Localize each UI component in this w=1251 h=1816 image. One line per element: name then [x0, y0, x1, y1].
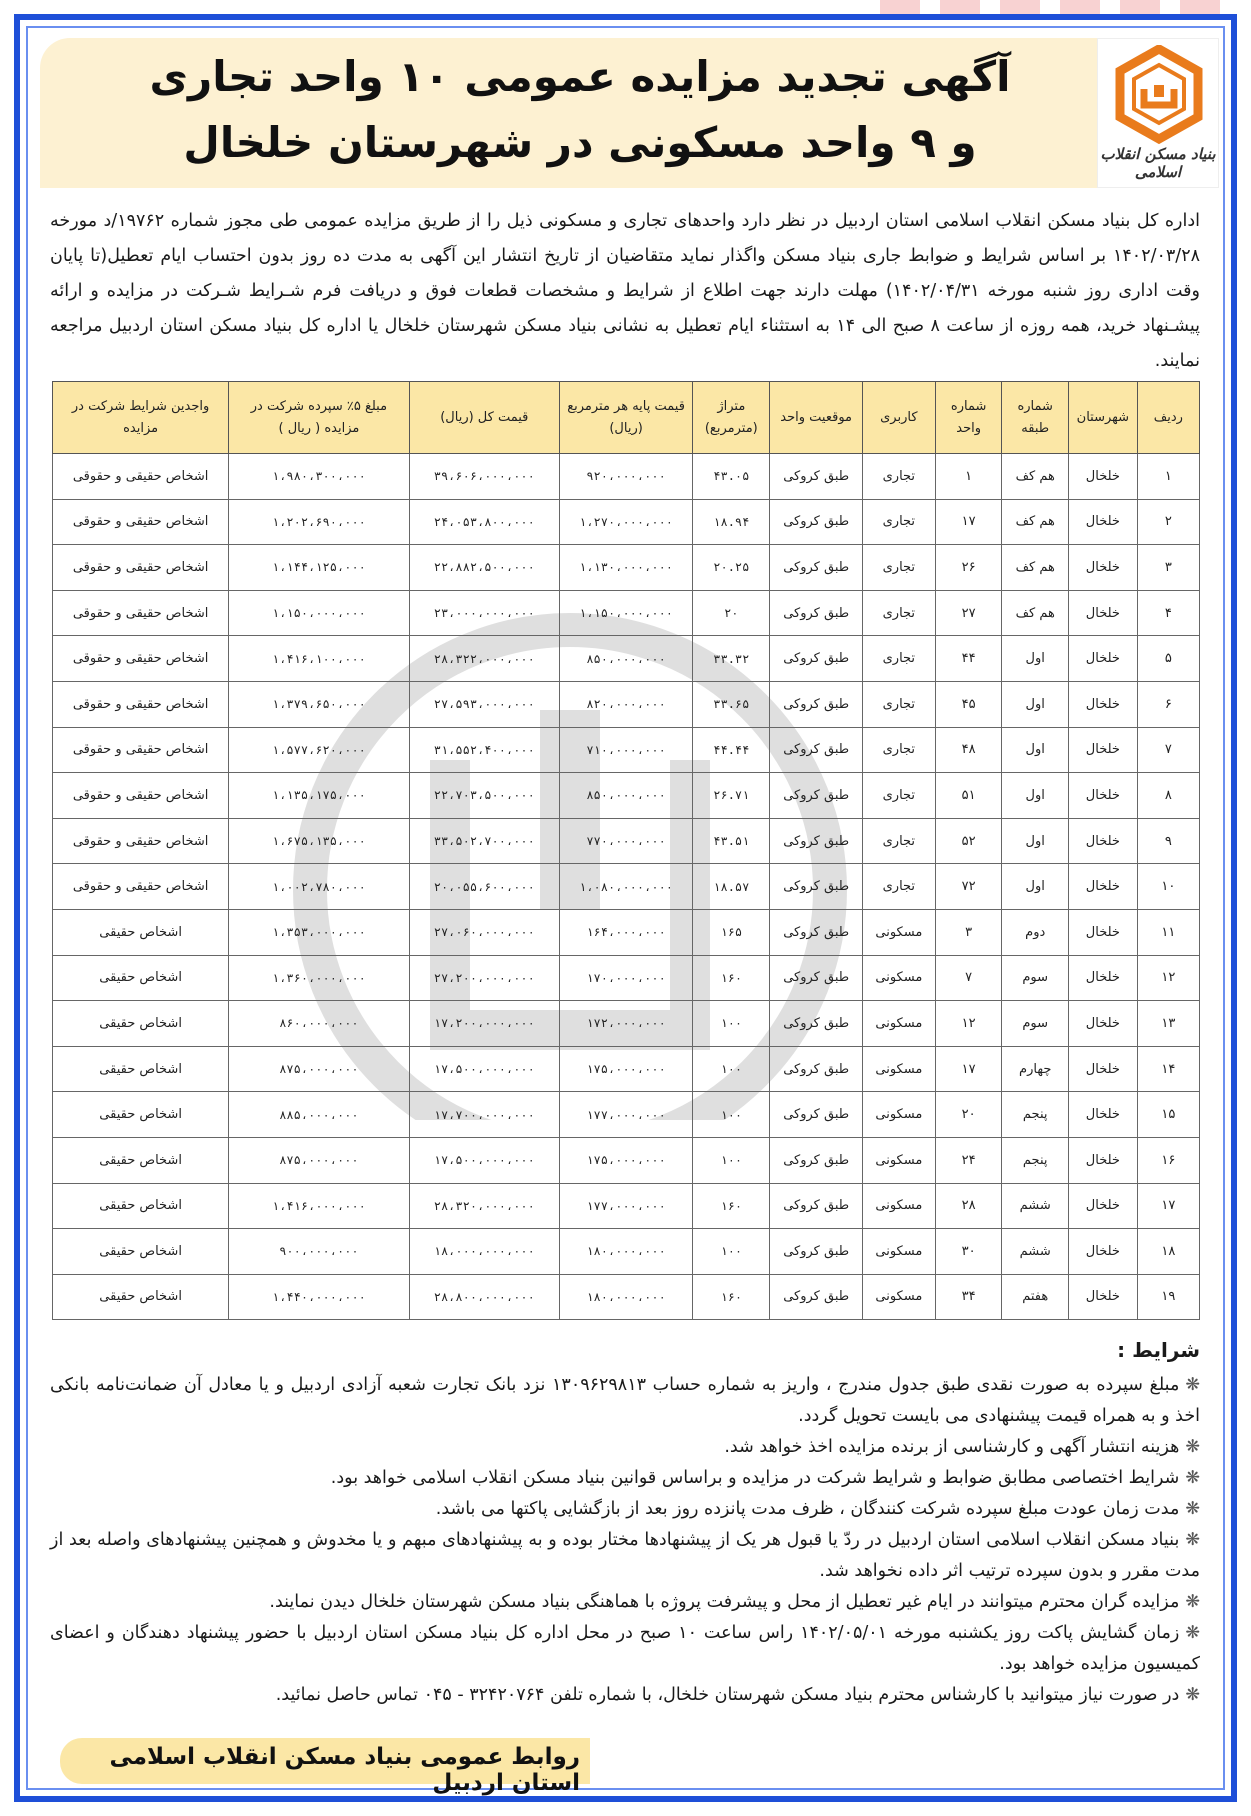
bullet-icon: ❋	[1185, 1499, 1200, 1519]
table-cell: ۱۱	[1137, 909, 1199, 955]
table-cell: ۱،۹۸۰،۳۰۰،۰۰۰	[229, 454, 409, 500]
table-cell: خلخال	[1069, 636, 1138, 682]
table-row	[53, 773, 1200, 819]
condition-text: شرایط اختصاصی مطابق ضوابط و شرایط شرکت در مزایده و براساس قوانین بنیاد مسکن انقلاب اسلامی خواهد بود.	[330, 1468, 1180, 1488]
table-cell: ۱،۵۷۷،۶۲۰،۰۰۰	[229, 727, 409, 773]
table-cell: ۱۳	[1137, 1001, 1199, 1047]
table-cell: طبق کروکی	[770, 1183, 862, 1229]
table-cell: طبق کروکی	[770, 590, 862, 636]
table-cell: مسکونی	[862, 1183, 935, 1229]
table-cell: ۱۹	[1137, 1274, 1199, 1320]
table-cell: خلخال	[1069, 727, 1138, 773]
table-cell: ۱۰۰	[693, 1092, 770, 1138]
table-cell: اشخاص حقیقی و حقوقی	[53, 545, 229, 591]
table-row	[53, 1092, 1200, 1138]
table-cell: ۲۸،۸۰۰،۰۰۰،۰۰۰	[409, 1274, 559, 1320]
table-row	[53, 955, 1200, 1001]
table-cell: ۱۷۵،۰۰۰،۰۰۰	[559, 1137, 692, 1183]
table-cell: اشخاص حقیقی و حقوقی	[53, 773, 229, 819]
intro-paragraph: اداره کل بنیاد مسکن انقلاب اسلامی استان اردبیل در نظر دارد واحدهای تجاری و مسکونی ذیل را از طریق مزایده عمومی طی مجوز شماره ۱۹۷۶۲/د مورخه ۱۴۰۲/۰۳/۲۸ بر اساس شرایط و ضوابط جاری بنیاد مسکن واگذار نماید متقاضیان از تاریخ انتشار این آگهی به مدت ده روز بدون احتساب ایام تعطیل(تا پایان وقت اداری روز شنبه مورخه ۱۴۰۲/۰۴/۳۱) مهلت دارند جهت اطلاع از شرایط و مشخصات قطعات فوق و دریافت فرم شـرایط شـرکت در مزایده و ارائه پیشـنهاد خرید، همه روزه از ساعت ۸ صبح الی ۱۴ به استثناء ایام تعطیل به نشانی بنیاد مسکن شهرستان خلخال یا اداره کل بنیاد مسکن استان اردبیل مراجعه نمایند.	[50, 211, 1201, 371]
bullet-icon: ❋	[1185, 1375, 1200, 1395]
table-cell: ۱	[1137, 454, 1199, 500]
table-row	[53, 499, 1200, 545]
table-body	[53, 454, 1200, 1320]
logo	[1097, 38, 1219, 188]
table-cell: ۱،۱۵۰،۰۰۰،۰۰۰	[559, 590, 692, 636]
table-cell: طبق کروکی	[770, 454, 862, 500]
table-row	[53, 1137, 1200, 1183]
bullet-icon: ❋	[1185, 1530, 1200, 1550]
table-cell: ۱،۳۶۰،۰۰۰،۰۰۰	[229, 955, 409, 1001]
table-cell: اشخاص حقیقی	[53, 1183, 229, 1229]
table-cell: خلخال	[1069, 1046, 1138, 1092]
table-cell: ۴۵	[935, 681, 1002, 727]
table-cell: اول	[1002, 773, 1069, 819]
table-cell: ۳۹،۶۰۶،۰۰۰،۰۰۰	[409, 454, 559, 500]
table-cell: ششم	[1002, 1183, 1069, 1229]
table-cell: ۱۶۰	[693, 955, 770, 1001]
table-cell: ۱۷،۷۰۰،۰۰۰،۰۰۰	[409, 1092, 559, 1138]
table-cell: ۱۷۷،۰۰۰،۰۰۰	[559, 1183, 692, 1229]
table-cell: ۲۸	[935, 1183, 1002, 1229]
table-cell: ۱۷۰،۰۰۰،۰۰۰	[559, 955, 692, 1001]
column-header: کاربری	[862, 382, 935, 454]
table-cell: خلخال	[1069, 864, 1138, 910]
table-cell: اشخاص حقیقی	[53, 1046, 229, 1092]
table-cell: ۱۸۰،۰۰۰،۰۰۰	[559, 1274, 692, 1320]
condition-item	[50, 1463, 1200, 1494]
table-cell: ۱۲	[935, 1001, 1002, 1047]
column-header: قیمت پایه هر مترمربع (ریال)	[559, 382, 692, 454]
table-cell: دوم	[1002, 909, 1069, 955]
condition-item	[50, 1618, 1200, 1680]
table-cell: ۱۷،۵۰۰،۰۰۰،۰۰۰	[409, 1137, 559, 1183]
column-header: ردیف	[1137, 382, 1199, 454]
condition-text: بنیاد مسکن انقلاب اسلامی استان اردبیل در ردّ یا قبول هر یک از پیشنهادها مختار بوده و به پیشنهادهای مبهم و یا مخدوش و همچنین پیشنهادهای واصله بعد از مدت مقرر و بدون سپرده ترتیب اثر داده نخواهد شد.	[50, 1530, 1200, 1581]
table-cell: اول	[1002, 864, 1069, 910]
table-cell: ۲۲،۸۸۲،۵۰۰،۰۰۰	[409, 545, 559, 591]
table-cell: طبق کروکی	[770, 1137, 862, 1183]
page-title-line2: و ۹ واحد مسکونی در شهرستان خلخال	[183, 118, 977, 167]
table-cell: اول	[1002, 636, 1069, 682]
table-cell: طبق کروکی	[770, 909, 862, 955]
footer-signature: روابط عمومی بنیاد مسکن انقلاب اسلامی استان اردبیل	[109, 1744, 580, 1796]
bonyad-maskan-logo-icon	[1114, 45, 1204, 145]
table-cell: ۷	[935, 955, 1002, 1001]
condition-text: در صورت نیاز میتوانید با کارشناس محترم بنیاد مسکن شهرستان خلخال، با شماره تلفن ۳۲۴۲۰۷۶۴ - ۰۴۵ تماس حاصل نمائید.	[275, 1685, 1180, 1705]
table-cell: اشخاص حقیقی	[53, 1001, 229, 1047]
table-cell: ۱،۰۰۲،۷۸۰،۰۰۰	[229, 864, 409, 910]
table-cell: خلخال	[1069, 499, 1138, 545]
condition-text: هزینه انتشار آگهی و کارشناسی از برنده مزایده اخذ خواهد شد.	[724, 1437, 1180, 1457]
table-cell: ۱۰۰	[693, 1229, 770, 1275]
table-cell: ۹	[1137, 818, 1199, 864]
table-cell: ۱۶	[1137, 1137, 1199, 1183]
table-cell: ۱۶۵	[693, 909, 770, 955]
table-cell: ۲۳،۰۰۰،۰۰۰،۰۰۰	[409, 590, 559, 636]
table-cell: مسکونی	[862, 1229, 935, 1275]
table-cell: اول	[1002, 681, 1069, 727]
table-cell: ۱۸.۵۷	[693, 864, 770, 910]
table-cell: ۱۰	[1137, 864, 1199, 910]
table-cell: طبق کروکی	[770, 681, 862, 727]
table-cell: خلخال	[1069, 590, 1138, 636]
table-header-row	[53, 382, 1200, 454]
table-cell: ۱،۰۸۰،۰۰۰،۰۰۰	[559, 864, 692, 910]
table-cell: اشخاص حقیقی و حقوقی	[53, 636, 229, 682]
table-cell: اشخاص حقیقی و حقوقی	[53, 499, 229, 545]
table-cell: مسکونی	[862, 1092, 935, 1138]
table-cell: اشخاص حقیقی	[53, 1274, 229, 1320]
condition-text: مبلغ سپرده به صورت نقدی طبق جدول مندرج ، واریز به شماره حساب ۱۳۰۹۶۲۹۸۱۳ نزد بانک تجارت شعبه آزادی اردبیل و یا معادل آن ضمانت‌نامه بانکی اخذ و به همراه قیمت پیشنهادی می بایست تحویل گردد.	[50, 1375, 1200, 1426]
table-cell: خلخال	[1069, 1092, 1138, 1138]
table-cell: ۱،۱۵۰،۰۰۰،۰۰۰	[229, 590, 409, 636]
table-cell: اشخاص حقیقی و حقوقی	[53, 727, 229, 773]
table-cell: ۲۷،۲۰۰،۰۰۰،۰۰۰	[409, 955, 559, 1001]
table-cell: تجاری	[862, 864, 935, 910]
table-row	[53, 864, 1200, 910]
table-cell: ۴۳.۰۵	[693, 454, 770, 500]
table-cell: ۷۲	[935, 864, 1002, 910]
table-cell: سوم	[1002, 1001, 1069, 1047]
table-row	[53, 1274, 1200, 1320]
table-cell: خلخال	[1069, 909, 1138, 955]
table-cell: ۳	[1137, 545, 1199, 591]
table-cell: طبق کروکی	[770, 1046, 862, 1092]
table-cell: طبق کروکی	[770, 727, 862, 773]
top-decorative-strip	[880, 0, 1240, 14]
table-cell: ۱،۱۴۴،۱۲۵،۰۰۰	[229, 545, 409, 591]
table-row	[53, 454, 1200, 500]
column-header: قیمت کل (ریال)	[409, 382, 559, 454]
table-cell: طبق کروکی	[770, 773, 862, 819]
table-cell: ۱۶۰	[693, 1274, 770, 1320]
table-cell: ۳۴	[935, 1274, 1002, 1320]
table-cell: تجاری	[862, 818, 935, 864]
table-cell: ۳۰	[935, 1229, 1002, 1275]
table-cell: ۸۸۵،۰۰۰،۰۰۰	[229, 1092, 409, 1138]
table-cell: ۴	[1137, 590, 1199, 636]
table-cell: ۲۴،۰۵۳،۸۰۰،۰۰۰	[409, 499, 559, 545]
condition-item	[50, 1680, 1200, 1711]
table-cell: هم کف	[1002, 545, 1069, 591]
table-cell: ۸۷۵،۰۰۰،۰۰۰	[229, 1137, 409, 1183]
table-cell: ۳۳،۵۰۲،۷۰۰،۰۰۰	[409, 818, 559, 864]
table-cell: ۲۷،۵۹۳،۰۰۰،۰۰۰	[409, 681, 559, 727]
table-cell: ۱۷	[935, 1046, 1002, 1092]
column-header: متراژ (مترمربع)	[693, 382, 770, 454]
table-cell: ۱۷	[935, 499, 1002, 545]
table-cell: ۱۷،۵۰۰،۰۰۰،۰۰۰	[409, 1046, 559, 1092]
table-cell: ۷۱۰،۰۰۰،۰۰۰	[559, 727, 692, 773]
table-cell: طبق کروکی	[770, 955, 862, 1001]
table-cell: اشخاص حقیقی	[53, 1092, 229, 1138]
table-cell: خلخال	[1069, 454, 1138, 500]
table-cell: خلخال	[1069, 955, 1138, 1001]
table-cell: ۷	[1137, 727, 1199, 773]
condition-text: زمان گشایش پاکت روز یکشنبه مورخه ۱۴۰۲/۰۵/۰۱ راس ساعت ۱۰ صبح در محل اداره کل بنیاد مسکن استان اردبیل با حضور پیشنهاد دهندگان و اعضای کمیسیون مزایده خواهد بود.	[50, 1623, 1200, 1674]
column-header: واجدین شرایط شرکت در مزایده	[53, 382, 229, 454]
table-cell: خلخال	[1069, 681, 1138, 727]
condition-text: مدت زمان عودت مبلغ سپرده شرکت کنندگان ، ظرف مدت پانزده روز بعد از بازگشایی پاکتها می باشد.	[435, 1499, 1180, 1519]
bullet-icon: ❋	[1185, 1437, 1200, 1457]
table-cell: ۱۷،۲۰۰،۰۰۰،۰۰۰	[409, 1001, 559, 1047]
condition-item	[50, 1432, 1200, 1463]
table-cell: خلخال	[1069, 1229, 1138, 1275]
table-row	[53, 545, 1200, 591]
table-cell: ۳	[935, 909, 1002, 955]
table-cell: طبق کروکی	[770, 499, 862, 545]
table-cell: تجاری	[862, 454, 935, 500]
table-cell: ۲۲،۷۰۳،۵۰۰،۰۰۰	[409, 773, 559, 819]
table-cell: ۱۲	[1137, 955, 1199, 1001]
table-cell: ۱۴	[1137, 1046, 1199, 1092]
condition-item	[50, 1587, 1200, 1618]
table-cell: طبق کروکی	[770, 818, 862, 864]
table-cell: هم کف	[1002, 590, 1069, 636]
bullet-icon: ❋	[1185, 1468, 1200, 1488]
table-cell: ۹۰۰،۰۰۰،۰۰۰	[229, 1229, 409, 1275]
table-cell: ۵	[1137, 636, 1199, 682]
table-row	[53, 1183, 1200, 1229]
table-cell: ۱،۴۱۶،۱۰۰،۰۰۰	[229, 636, 409, 682]
table-row	[53, 727, 1200, 773]
table-cell: ۲	[1137, 499, 1199, 545]
table-cell: هم کف	[1002, 454, 1069, 500]
table-cell: طبق کروکی	[770, 1001, 862, 1047]
table-cell: ۳۱،۵۵۲،۴۰۰،۰۰۰	[409, 727, 559, 773]
table-cell: ۱،۴۴۰،۰۰۰،۰۰۰	[229, 1274, 409, 1320]
table-cell: اشخاص حقیقی و حقوقی	[53, 864, 229, 910]
table-cell: هم کف	[1002, 499, 1069, 545]
table-cell: ۳۳.۶۵	[693, 681, 770, 727]
table-cell: ۱۷۵،۰۰۰،۰۰۰	[559, 1046, 692, 1092]
table-cell: ۱۸.۹۴	[693, 499, 770, 545]
table-row	[53, 590, 1200, 636]
table-cell: ۸۲۰،۰۰۰،۰۰۰	[559, 681, 692, 727]
table-cell: ۶	[1137, 681, 1199, 727]
condition-item	[50, 1494, 1200, 1525]
table-cell: ۲۴	[935, 1137, 1002, 1183]
table-cell: پنجم	[1002, 1092, 1069, 1138]
table-cell: ۸۷۵،۰۰۰،۰۰۰	[229, 1046, 409, 1092]
bullet-icon: ❋	[1185, 1685, 1200, 1705]
condition-item	[50, 1525, 1200, 1587]
table-cell: ۲۸،۳۲۰،۰۰۰،۰۰۰	[409, 1183, 559, 1229]
table-row	[53, 681, 1200, 727]
table-cell: ۱،۲۰۲،۶۹۰،۰۰۰	[229, 499, 409, 545]
table-row	[53, 909, 1200, 955]
table-cell: تجاری	[862, 636, 935, 682]
table-cell: ۱۸	[1137, 1229, 1199, 1275]
conditions-section	[50, 1335, 1200, 1711]
table-cell: ۱۷۷،۰۰۰،۰۰۰	[559, 1092, 692, 1138]
auction-table	[52, 381, 1200, 1320]
table-cell: ۱،۳۷۹،۶۵۰،۰۰۰	[229, 681, 409, 727]
table-cell: ۱۷	[1137, 1183, 1199, 1229]
table-cell: خلخال	[1069, 545, 1138, 591]
table-row	[53, 1229, 1200, 1275]
table-cell: ۱۵	[1137, 1092, 1199, 1138]
table-cell: ۸۵۰،۰۰۰،۰۰۰	[559, 636, 692, 682]
table-cell: ۹۲۰،۰۰۰،۰۰۰	[559, 454, 692, 500]
table-cell: اشخاص حقیقی و حقوقی	[53, 818, 229, 864]
table-cell: ۴۳.۵۱	[693, 818, 770, 864]
table-cell: طبق کروکی	[770, 1092, 862, 1138]
table-cell: مسکونی	[862, 1137, 935, 1183]
table-cell: مسکونی	[862, 909, 935, 955]
table-cell: تجاری	[862, 773, 935, 819]
table-cell: ۱۸،۰۰۰،۰۰۰،۰۰۰	[409, 1229, 559, 1275]
table-row	[53, 818, 1200, 864]
table-cell: ششم	[1002, 1229, 1069, 1275]
table-cell: خلخال	[1069, 1001, 1138, 1047]
table-cell: ۱۸۰،۰۰۰،۰۰۰	[559, 1229, 692, 1275]
table-cell: ۱۰۰	[693, 1046, 770, 1092]
table-cell: سوم	[1002, 955, 1069, 1001]
table-cell: ۱،۱۳۰،۰۰۰،۰۰۰	[559, 545, 692, 591]
table-cell: اشخاص حقیقی	[53, 909, 229, 955]
table-cell: ۱،۴۱۶،۰۰۰،۰۰۰	[229, 1183, 409, 1229]
table-cell: اشخاص حقیقی و حقوقی	[53, 681, 229, 727]
table-cell: اشخاص حقیقی و حقوقی	[53, 454, 229, 500]
table-cell: طبق کروکی	[770, 864, 862, 910]
table-cell: ۴۴	[935, 636, 1002, 682]
table-cell: طبق کروکی	[770, 1274, 862, 1320]
table-cell: ۱۰۰	[693, 1001, 770, 1047]
table-cell: ۵۱	[935, 773, 1002, 819]
table-cell: اول	[1002, 727, 1069, 773]
table-cell: اشخاص حقیقی	[53, 955, 229, 1001]
table-cell: اشخاص حقیقی و حقوقی	[53, 590, 229, 636]
table-cell: ۲۰	[935, 1092, 1002, 1138]
column-header: مبلغ ۵٪ سپرده شرکت در مزایده ( ریال )	[229, 382, 409, 454]
table-cell: مسکونی	[862, 1274, 935, 1320]
column-header: شهرستان	[1069, 382, 1138, 454]
table-cell: مسکونی	[862, 1001, 935, 1047]
table-cell: اشخاص حقیقی	[53, 1137, 229, 1183]
table-cell: ۱،۱۳۵،۱۷۵،۰۰۰	[229, 773, 409, 819]
table-cell: هفتم	[1002, 1274, 1069, 1320]
table-cell: طبق کروکی	[770, 545, 862, 591]
table-cell: ۲۶.۷۱	[693, 773, 770, 819]
table-cell: ۱،۲۷۰،۰۰۰،۰۰۰	[559, 499, 692, 545]
condition-item	[50, 1370, 1200, 1432]
table-cell: ۲۷	[935, 590, 1002, 636]
table-cell: ۲۰،۰۵۵،۶۰۰،۰۰۰	[409, 864, 559, 910]
column-header: شماره طبقه	[1002, 382, 1069, 454]
table-cell: چهارم	[1002, 1046, 1069, 1092]
condition-text: مزایده گران محترم میتوانند در ایام غیر تعطیل از محل و پیشرفت پروژه با هماهنگی بنیاد مسکن شهرستان خلخال دیدن نمایند.	[269, 1592, 1180, 1612]
table-cell: مسکونی	[862, 955, 935, 1001]
table-cell: خلخال	[1069, 1183, 1138, 1229]
page-title-line1: آگهی تجدید مزایده عمومی ۱۰ واحد تجاری	[149, 52, 1011, 101]
table-cell: ۱	[935, 454, 1002, 500]
table-cell: خلخال	[1069, 818, 1138, 864]
table-cell: ۲۸،۳۲۲،۰۰۰،۰۰۰	[409, 636, 559, 682]
logo-caption: بنیاد مسکن انقلاب اسلامی	[1100, 145, 1216, 181]
table-cell: ۷۷۰،۰۰۰،۰۰۰	[559, 818, 692, 864]
table-cell: پنجم	[1002, 1137, 1069, 1183]
table-cell: ۸	[1137, 773, 1199, 819]
table-cell: ۲۰.۲۵	[693, 545, 770, 591]
table-cell: ۱،۳۵۳،۰۰۰،۰۰۰	[229, 909, 409, 955]
table-row	[53, 636, 1200, 682]
table-cell: خلخال	[1069, 1137, 1138, 1183]
table-cell: تجاری	[862, 545, 935, 591]
table-cell: ۵۲	[935, 818, 1002, 864]
table-cell: ۲۰	[693, 590, 770, 636]
table-cell: مسکونی	[862, 1046, 935, 1092]
table-cell: ۴۴.۴۴	[693, 727, 770, 773]
table-cell: تجاری	[862, 681, 935, 727]
table-cell: ۳۳.۳۲	[693, 636, 770, 682]
table-cell: خلخال	[1069, 1274, 1138, 1320]
table-cell: ۸۶۰،۰۰۰،۰۰۰	[229, 1001, 409, 1047]
table-cell: ۱،۶۷۵،۱۳۵،۰۰۰	[229, 818, 409, 864]
table-cell: ۱۰۰	[693, 1137, 770, 1183]
table-cell: ۱۷۲،۰۰۰،۰۰۰	[559, 1001, 692, 1047]
table-cell: ۲۷،۰۶۰،۰۰۰،۰۰۰	[409, 909, 559, 955]
table-cell: تجاری	[862, 590, 935, 636]
table-cell: طبق کروکی	[770, 1229, 862, 1275]
bullet-icon: ❋	[1185, 1623, 1201, 1643]
conditions-title: شرایط :	[1117, 1338, 1200, 1362]
table-cell: اول	[1002, 818, 1069, 864]
conditions-list	[50, 1370, 1200, 1711]
column-header: موقعیت واحد	[770, 382, 862, 454]
table-row	[53, 1046, 1200, 1092]
table-row	[53, 1001, 1200, 1047]
table-cell: اشخاص حقیقی	[53, 1229, 229, 1275]
table-cell: طبق کروکی	[770, 636, 862, 682]
table-cell: ۱۶۰	[693, 1183, 770, 1229]
table-cell: ۲۶	[935, 545, 1002, 591]
table-cell: تجاری	[862, 727, 935, 773]
table-cell: خلخال	[1069, 773, 1138, 819]
table-cell: تجاری	[862, 499, 935, 545]
table-cell: ۴۸	[935, 727, 1002, 773]
table-cell: ۱۶۴،۰۰۰،۰۰۰	[559, 909, 692, 955]
bullet-icon: ❋	[1185, 1592, 1200, 1612]
column-header: شماره واحد	[935, 382, 1002, 454]
table-cell: ۸۵۰،۰۰۰،۰۰۰	[559, 773, 692, 819]
